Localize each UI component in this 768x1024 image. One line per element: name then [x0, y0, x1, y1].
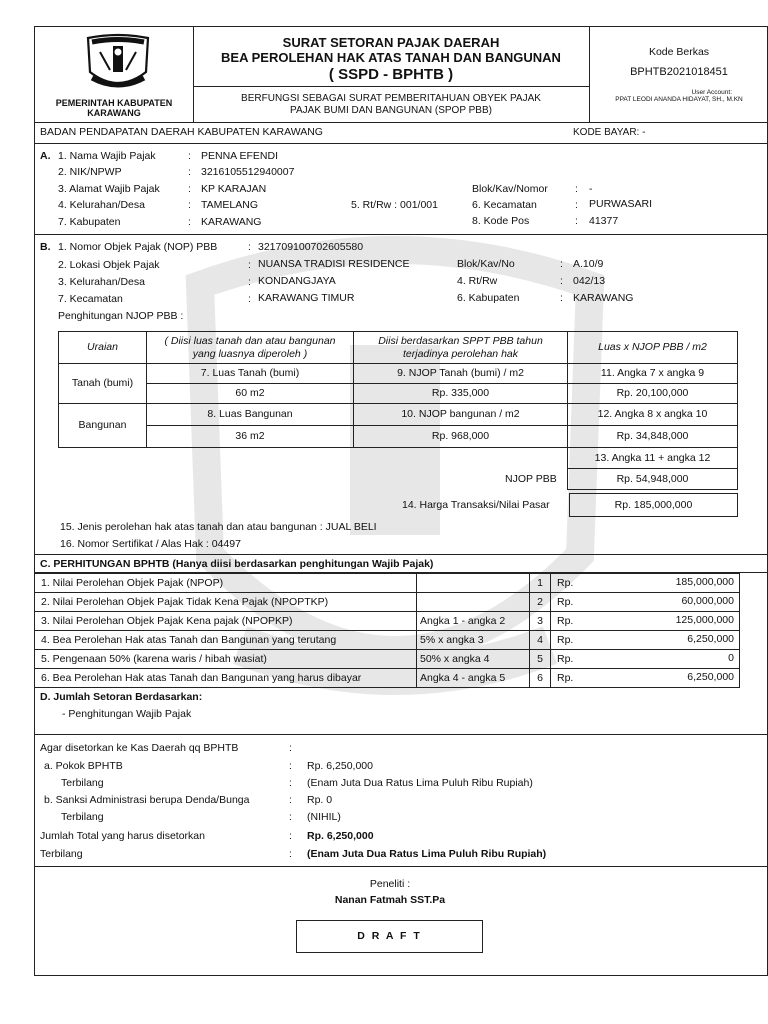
calc-row-2-rp: Rp. [550, 592, 740, 612]
pokok-value: Rp. 6,250,000 [307, 760, 373, 772]
bangunan-label: Bangunan [58, 403, 147, 448]
njop-heading: Penghitungan NJOP PBB : [58, 310, 184, 322]
angka13-label: 13. Angka 11 + angka 12 [567, 447, 738, 469]
draft-stamp: D R A F T [296, 920, 483, 953]
calc-row-5-label: 5. Pengenaan 50% (karena waris / hibah wasiat) [34, 649, 417, 669]
section-b-letter: B. [40, 241, 51, 253]
terbilang-a-value: (Enam Juta Dua Ratus Lima Puluh Ribu Rupiah) [307, 777, 533, 789]
th-uraian: Uraian [58, 331, 147, 364]
alamat-label: 3. Alamat Wajib Pajak [58, 183, 160, 195]
kecamatan-label: 6. Kecamatan [472, 199, 537, 211]
nama-value: PENNA EFENDI [201, 150, 279, 162]
calc-row-1-formula [416, 573, 530, 593]
nik-label: 2. NIK/NPWP [58, 166, 122, 178]
calc-row-2-no: 2 [529, 592, 551, 612]
calc-row-3-formula: Angka 1 - angka 2 [416, 611, 530, 631]
kelurahan-value: TAMELANG [201, 199, 258, 211]
section-d-item: - Penghitungan Wajib Pajak [62, 708, 192, 720]
calc-row-3-rp: Rp. [550, 611, 740, 631]
harga-value: Rp. 185,000,000 [569, 493, 738, 517]
rtrw-b-value: 042/13 [573, 275, 606, 287]
calc-row-3-amount: 125,000,000 [675, 614, 734, 626]
kecamatan-b-label: 7. Kecamatan [58, 293, 123, 305]
nop-value: 321709100702605580 [258, 241, 364, 253]
kabupaten-b-value: KARAWANG [573, 292, 634, 304]
calc-row-6-label: 6. Bea Perolehan Hak atas Tanah dan Bangunan yang harus dibayar [34, 668, 417, 688]
kabupaten-value: KARAWANG [201, 216, 262, 228]
pokok-label: a. Pokok BPHTB [44, 760, 123, 772]
njop-bangunan-value: Rp. 968,000 [353, 425, 568, 448]
th-diisi-luas: ( Diisi luas tanah dan atau bangunan yang luasnya diperoleh ) [146, 331, 354, 364]
nomor-sertifikat: 16. Nomor Sertifikat / Alas Hak : 04497 [60, 538, 241, 550]
calc-row-6-no: 6 [529, 668, 551, 688]
sanksi-value: Rp. 0 [307, 794, 333, 806]
calc-row-6-amount: 6,250,000 [687, 671, 734, 683]
total-label: Jumlah Total yang harus disetorkan [40, 830, 205, 842]
kabupaten-b-label: 6. Kabupaten [457, 292, 520, 304]
calc-row-2-label: 2. Nilai Perolehan Objek Pajak Tidak Kena Pajak (NPOPTKP) [34, 592, 417, 612]
section-d-heading: D. Jumlah Setoran Berdasarkan: [40, 691, 203, 703]
njop-pbb-label: NJOP PBB [505, 473, 557, 485]
kecamatan-value: PURWASARI [589, 198, 653, 210]
tanah-label: Tanah (bumi) [58, 363, 147, 404]
angka11-value: Rp. 20,100,000 [567, 383, 738, 404]
user-account-value: PPAT LEODI ANANDA HIDAYAT, SH., M.KN [615, 96, 743, 103]
rtrw-b-label: 4. Rt/Rw [457, 275, 498, 287]
sanksi-label: b. Sanksi Administrasi berupa Denda/Bunga [44, 794, 250, 806]
calc-row-3-no: 3 [529, 611, 551, 631]
user-account-label: User Account: [691, 89, 732, 96]
njop-tanah-value: Rp. 335,000 [353, 383, 568, 404]
calc-row-3-label: 3. Nilai Perolehan Objek Pajak Kena pajak (NPOPKP) [34, 611, 417, 631]
blok-b-label: Blok/Kav/No [457, 258, 515, 270]
calc-row-5-formula: 50% x angka 4 [416, 649, 530, 669]
harga-label: 14. Harga Transaksi/Nilai Pasar [402, 499, 550, 511]
luas-bangunan-value: 36 m2 [146, 425, 354, 448]
calc-row-4-rp: Rp. [550, 630, 740, 650]
peneliti-label: Peneliti : [369, 878, 411, 890]
lokasi-label: 2. Lokasi Objek Pajak [58, 259, 160, 271]
govt-name: PEMERINTAH KABUPATEN KARAWANG [55, 98, 173, 119]
lokasi-value: NUANSA TRADISI RESIDENCE [258, 258, 410, 270]
calc-row-6-rp: Rp. [550, 668, 740, 688]
section-c-heading: C. PERHITUNGAN BPHTB (Hanya diisi berdasarkan penghitungan Wajib Pajak) [40, 558, 434, 570]
luas-tanah-value: 60 m2 [146, 383, 354, 404]
blok-value: - [589, 183, 593, 195]
calc-row-1-amount: 185,000,000 [675, 576, 734, 588]
peneliti-name: Nanan Fatmah SST.Pa [334, 894, 446, 906]
agency-name: BADAN PENDAPATAN DAERAH KABUPATEN KARAWANG [40, 126, 323, 138]
calc-row-4-no: 4 [529, 630, 551, 650]
angka11-label: 11. Angka 7 x angka 9 [567, 363, 738, 384]
kode-bayar: KODE BAYAR: - [573, 127, 646, 138]
calc-row-5-amount: 0 [728, 652, 734, 664]
kelurahan-label: 4. Kelurahan/Desa [58, 199, 145, 211]
angka12-value: Rp. 34,848,000 [567, 425, 738, 448]
kelurahan-b-label: 3. Kelurahan/Desa [58, 276, 145, 288]
kodepos-label: 8. Kode Pos [472, 215, 530, 227]
total-terbilang-value: (Enam Juta Dua Ratus Lima Puluh Ribu Rupiah) [307, 848, 547, 860]
calc-row-1-rp: Rp. [550, 573, 740, 593]
calc-row-4-label: 4. Bea Perolehan Hak atas Tanah dan Bangunan yang terutang [34, 630, 417, 650]
total-value: Rp. 6,250,000 [307, 830, 374, 842]
calc-row-4-formula: 5% x angka 3 [416, 630, 530, 650]
nik-value: 3216105512940007 [201, 166, 295, 178]
kode-berkas-value: BPHTB2021018451 [630, 66, 728, 78]
calc-row-1-no: 1 [529, 573, 551, 593]
kodepos-value: 41377 [589, 215, 619, 227]
njop-bangunan-label: 10. NJOP bangunan / m2 [353, 403, 568, 426]
angka12-label: 12. Angka 8 x angka 10 [567, 403, 738, 426]
calc-row-2-amount: 60,000,000 [681, 595, 734, 607]
th-luas-njop: Luas x NJOP PBB / m2 [567, 331, 738, 364]
njop-tanah-label: 9. NJOP Tanah (bumi) / m2 [353, 363, 568, 384]
blok-label: Blok/Kav/Nomor [472, 183, 548, 195]
calc-row-5-rp: Rp. [550, 649, 740, 669]
njop-pbb-value: Rp. 54,948,000 [567, 468, 738, 490]
calc-row-5-no: 5 [529, 649, 551, 669]
jenis-perolehan: 15. Jenis perolehan hak atas tanah dan atau bangunan : JUAL BELI [60, 521, 377, 533]
rtrw-label: 5. Rt/Rw : 001/001 [351, 199, 438, 211]
calc-row-1-label: 1. Nilai Perolehan Objek Pajak (NPOP) [34, 573, 417, 593]
section-a-letter: A. [40, 150, 51, 162]
th-diisi-sppt: Diisi berdasarkan SPPT PBB tahun terjadinya perolehan hak [353, 331, 568, 364]
calc-row-2-formula [416, 592, 530, 612]
form-title: SURAT SETORAN PAJAK DAERAH BEA PEROLEHAN HAK ATAS TANAH DAN BANGUNAN ( SSPD - BPHTB ) [221, 35, 561, 83]
calc-row-4-amount: 6,250,000 [687, 633, 734, 645]
kode-berkas-label: Kode Berkas [648, 46, 710, 58]
blok-b-value: A.10/9 [573, 258, 604, 270]
nop-label: 1. Nomor Objek Pajak (NOP) PBB [58, 241, 218, 253]
luas-bangunan-label: 8. Luas Bangunan [146, 403, 354, 426]
karawang-logo [82, 32, 154, 94]
terbilang-a-label: Terbilang [61, 777, 104, 789]
alamat-value: KP KARAJAN [201, 183, 267, 195]
terbilang-b-value: (NIHIL) [307, 811, 341, 823]
kecamatan-b-value: KARAWANG TIMUR [258, 292, 355, 304]
setoran-heading: Agar disetorkan ke Kas Daerah qq BPHTB [40, 742, 239, 754]
kelurahan-b-value: KONDANGJAYA [258, 275, 336, 287]
luas-tanah-label: 7. Luas Tanah (bumi) [146, 363, 354, 384]
kabupaten-label: 7. Kabupaten [58, 216, 121, 228]
terbilang-b-label: Terbilang [61, 811, 104, 823]
form-function: BERFUNGSI SEBAGAI SURAT PEMBERITAHUAN OBYEK PAJAK PAJAK BUMI DAN BANGUNAN (SPOP PBB) [241, 93, 541, 116]
total-terbilang-label: Terbilang [40, 848, 83, 860]
calc-row-6-formula: Angka 4 - angka 5 [416, 668, 530, 688]
nama-label: 1. Nama Wajib Pajak [58, 150, 156, 162]
